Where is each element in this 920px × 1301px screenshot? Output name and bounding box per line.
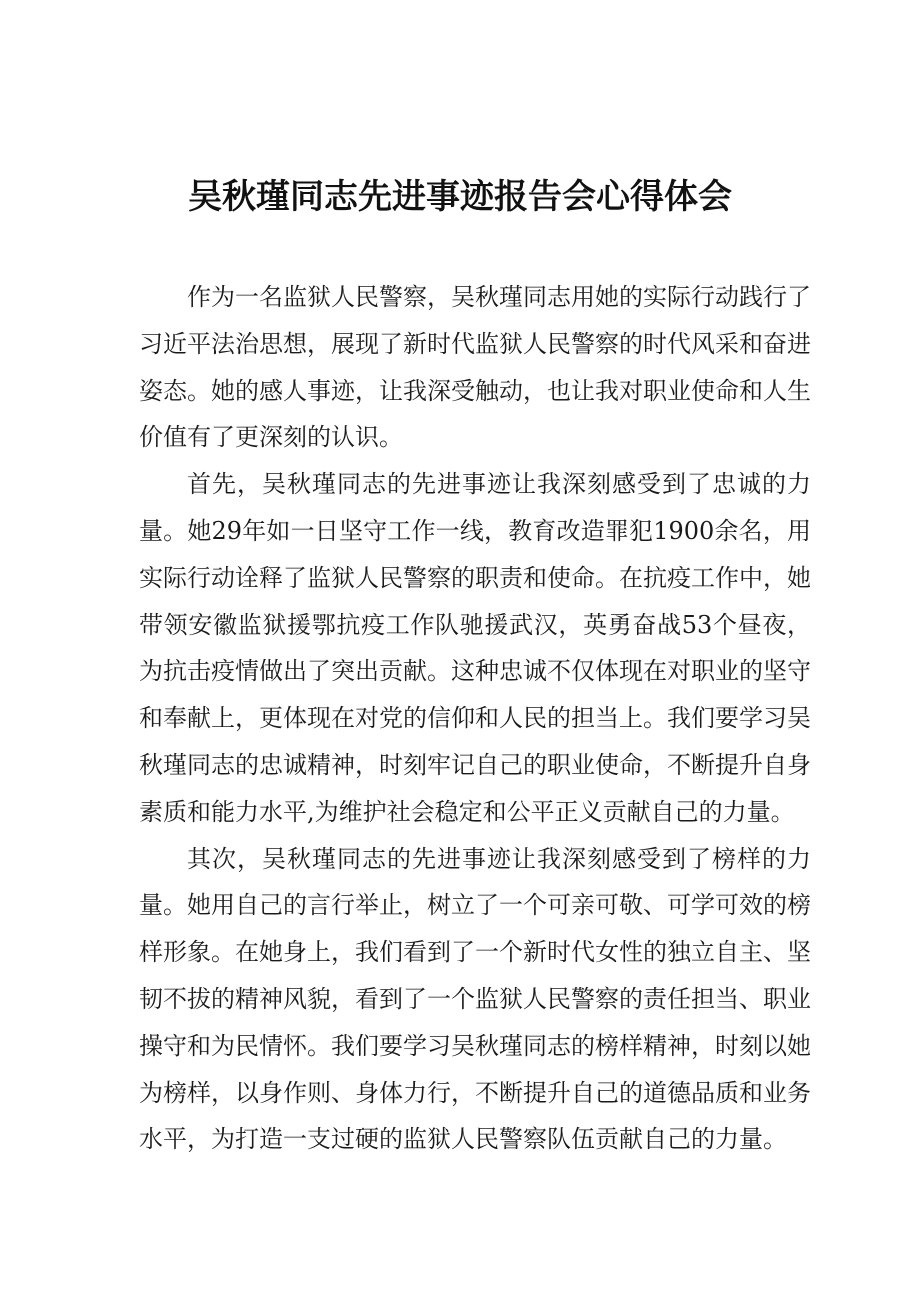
paragraph-role-model: 其次，吴秋瑾同志的先进事迹让我深刻感受到了榜样的力量。她用自己的言行举止，树立了一个可亲可敬、可学可效的榜样形象。在她身上，我们看到了一个新时代女性的独立自主、坚韧不拔的精神风貌，看到了一个监狱人民警察的责任担当、职业操守和为民情怀。我们要学习吴秋瑾同志的榜样精神，时刻以她为榜样，以身作则、身体力行，不断提升自己的道德品质和业务水平，为打造一支过硬的监狱人民警察队伍贡献自己的力量。	[139, 844, 811, 1154]
document-title: 吴秋瑾同志先进事迹报告会心得体会	[188, 177, 732, 217]
document-body	[139, 274, 811, 1163]
paragraph-loyalty: 首先，吴秋瑾同志的先进事迹让我深刻感受到了忠诚的力量。她29年如一日坚守工作一线，教育改造罪犯1900余名，用实际行动诠释了监狱人民警察的职责和使命。在抗疫工作中，她带领安徽监狱援鄂抗疫工作队驰援武汉，英勇奋战53个昼夜，为抗击疫情做出了突出贡献。这种忠诚不仅体现在对职业的坚守和奉献上，更体现在对党的信仰和人民的担当上。我们要学习吴秋瑾同志的忠诚精神，时刻牢记自己的职业使命，不断提升自身素质和能力水平,为维护社会稳定和公平正义贡献自己的力量。	[139, 470, 811, 826]
paragraph-intro: 作为一名监狱人民警察，吴秋瑾同志用她的实际行动践行了习近平法治思想，展现了新时代监狱人民警察的时代风采和奋进姿态。她的感人事迹，让我深受触动，也让我对职业使命和人生价值有了更深刻的认识。	[139, 283, 811, 452]
